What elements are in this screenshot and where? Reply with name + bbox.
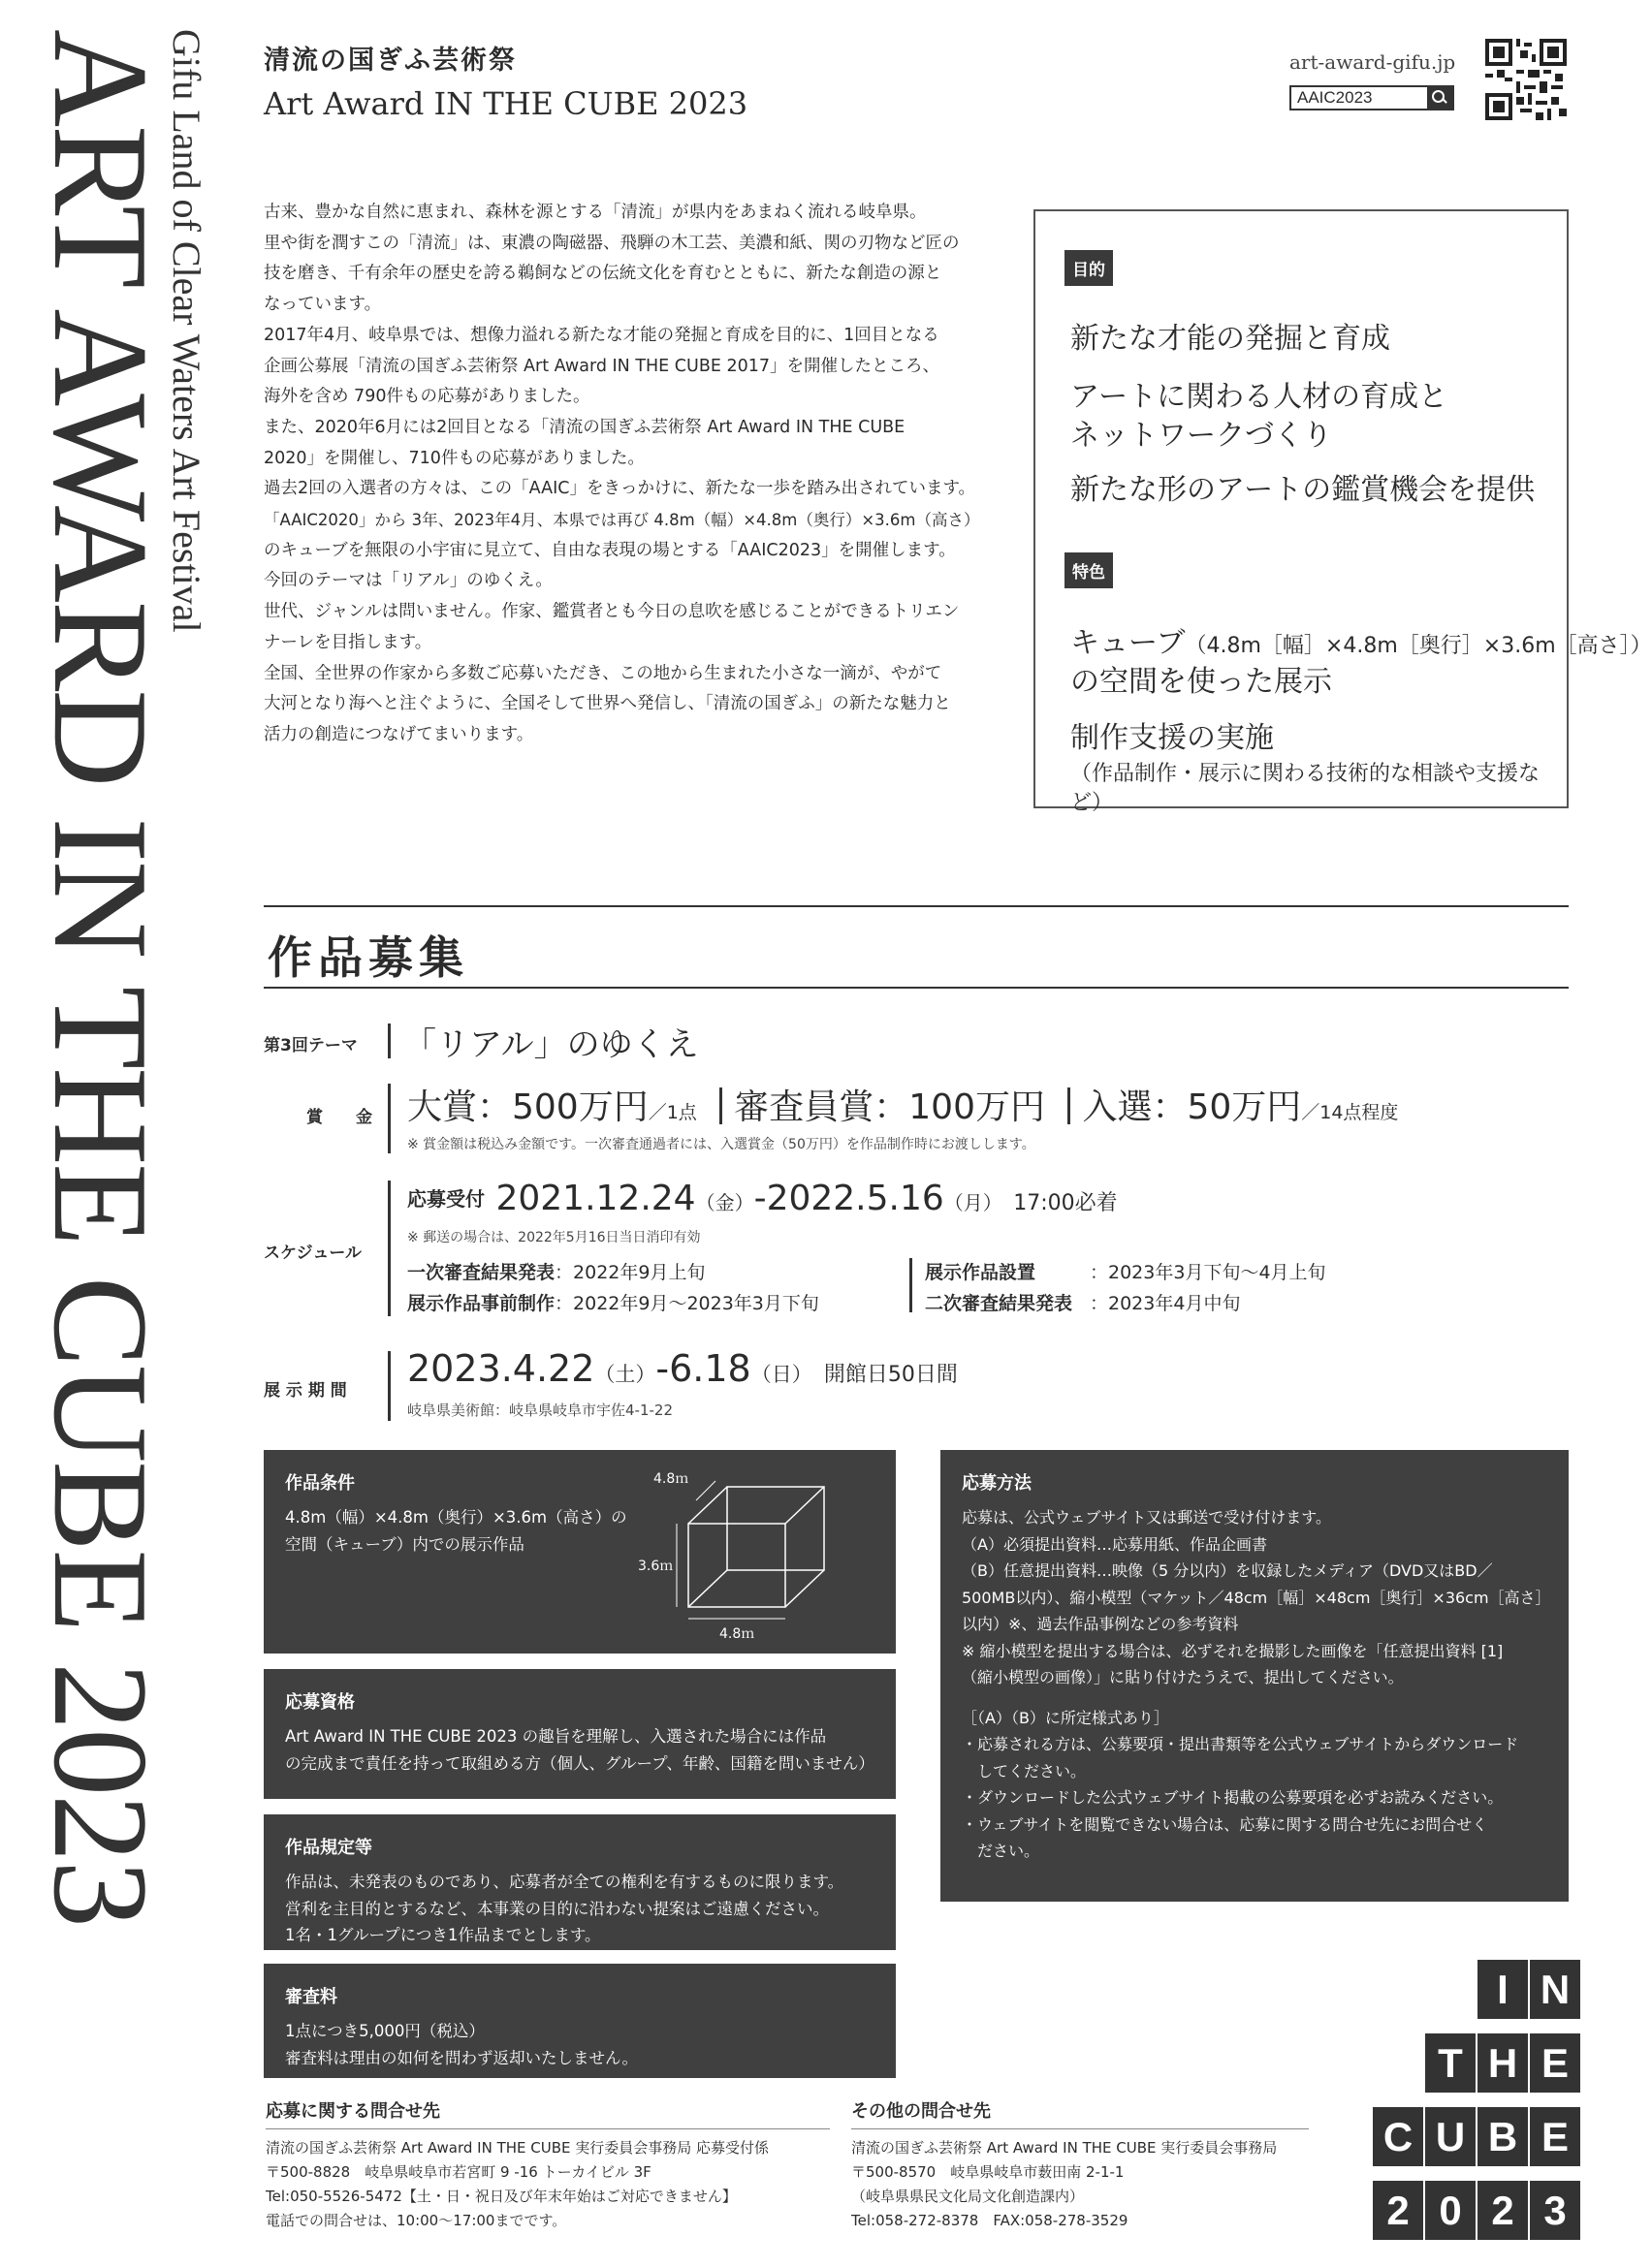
mail-note: ※ 郵送の場合は、2022年5月16日当日消印有効 (407, 1230, 701, 1245)
schedule-row (925, 1258, 1326, 1284)
method-line: ・ダウンロードした公式ウェブサイト掲載の公募要項を必ずお読みください。 (962, 1788, 1504, 1807)
schedule-row (407, 1289, 819, 1315)
theme-value: 「リアル」のゆくえ (403, 1025, 699, 1064)
entry-deadline: 17:00必着 (1013, 1191, 1118, 1215)
exhibit-venue: 岐阜県美術館：岐阜県岐阜市宇佐4-1-22 (407, 1402, 674, 1419)
prize-line (407, 1080, 1398, 1129)
logo-letter: 0 (1425, 2181, 1476, 2240)
prize-label: 賞 金 (306, 1108, 372, 1127)
contact2-phone[interactable]: Tel:058-272-8378 FAX:058-278-3529 (851, 2212, 1128, 2229)
feature-tag: 特色 (1064, 552, 1113, 588)
logo-letter: E (1530, 2107, 1580, 2166)
dim-side-label: 3.6ｍ (638, 1559, 674, 1574)
rules-title: 作品規定等 (285, 1838, 372, 1858)
fee-line: 1点につき5,000円（税込） (285, 2022, 485, 2040)
logo-letter: 3 (1530, 2181, 1580, 2240)
contact2-line: （岐阜県県民文化局文化創造課内） (851, 2188, 1085, 2205)
eligibility-line: の完成まで責任を持って取組める方（個人、グループ、年齢、国籍を問いません） (285, 1753, 874, 1773)
eligibility-title: 応募資格 (285, 1692, 355, 1713)
conditions-line: 4.8m（幅）×4.8m（奥行）×3.6m（高さ）の (285, 1508, 627, 1527)
logo-letter: H (1477, 2033, 1528, 2093)
logo-letter: U (1425, 2107, 1476, 2166)
contact2-body (851, 2136, 1277, 2233)
exhibit-to: -6.18 (655, 1347, 751, 1390)
intro-line: 2017年4月、岐阜県では、想像力溢れる新たな才能の発掘と育成を目的に、1回目となる (264, 325, 939, 345)
rules-body (285, 1869, 874, 1949)
method-line: （B）任意提出資料…映像（5 分以内）を収録したメディア（DVD又はBD／ (962, 1561, 1493, 1580)
logo-letter: N (1530, 1960, 1580, 2019)
grand-prize-unit: ／1点 (648, 1102, 697, 1123)
logo-letter: E (1530, 2033, 1580, 2093)
schedule-value: ：2022年9月～2023年3月下旬 (555, 1293, 819, 1314)
schedule-label: スケジュール (264, 1244, 362, 1263)
contact1-line: 清流の国ぎふ芸術祭 Art Award IN THE CUBE 実行委員会事務局 応募受付係 (266, 2139, 770, 2157)
exhibit-from-day: （土） (594, 1363, 656, 1386)
feature-item: の空間を使った展示 (1070, 665, 1332, 699)
exhibit-period (407, 1347, 958, 1390)
contact1-line: 電話での問合せは、10:00～17:00までです。 (266, 2212, 567, 2229)
intro-line: 企画公募展「清流の国ぎふ芸術祭 Art Award IN THE CUBE 2017」を開催したところ、 (264, 356, 939, 376)
contact1-title: 応募に関する問合せ先 (266, 2101, 440, 2122)
contact2-line: 〒500-8570 岐阜県岐阜市薮田南 2-1-1 (851, 2163, 1125, 2181)
vertical-subtitle: Gifu Land of Clear Waters Art Festival (165, 29, 208, 633)
rules-line: 1名・1グループにつき1作品までとします。 (285, 1926, 601, 1944)
eligibility-line: Art Award IN THE CUBE 2023 の趣旨を理解し、入選された場合には作品 (285, 1727, 827, 1746)
theme-label: 第3回テーマ (264, 1036, 358, 1055)
feature-text: キューブ (1070, 626, 1186, 660)
intro-line: 世代、ジャンルは問いません。作家、鑑賞者とも今日の息吹を感じることができるトリエン (264, 602, 960, 622)
contact1-line: 〒500-8828 岐阜県岐阜市若宮町 9 -16 トーカイビル 3F (266, 2163, 651, 2181)
entry-label: 応募受付 (407, 1187, 485, 1211)
intro-line: 活力の創造につなげてまいります。 (264, 724, 534, 744)
logo-letter: C (1373, 2107, 1423, 2166)
site-url[interactable]: art-award-gifu.jp (1289, 50, 1456, 74)
contact1-rule (266, 2128, 830, 2129)
purpose-item: 新たな才能の発掘と育成 (1070, 322, 1390, 356)
vertical-main-title: ART AWARD IN THE CUBE 2023 (25, 29, 175, 1927)
intro-line: 古来、豊かな自然に恵まれ、森林を源とする「清流」が県内をあまねく流れる岐阜県。 (264, 203, 927, 222)
intro-line: ナーレを目指します。 (264, 632, 432, 652)
fee-box (264, 1964, 896, 2078)
fee-body (285, 2018, 874, 2071)
logo-letter: T (1425, 2033, 1476, 2093)
schedule-key: 展示作品設置 (925, 1262, 1036, 1283)
intro-line: 全国、全世界の作家から多数ご応募いただき、この地から生まれた小さな一滴が、やがて (264, 663, 942, 683)
intro-line: 今回のテーマは「リアル」のゆくえ。 (264, 571, 553, 591)
intro-line: のキューブを無限の小宇宙に見立て、自由な表現の場とする「AAIC2023」を開催します。 (264, 540, 956, 560)
method-title: 応募方法 (962, 1473, 1032, 1494)
feature-item: 制作支援の実施 (1070, 721, 1274, 755)
logo-letter: B (1477, 2107, 1528, 2166)
method-box (940, 1450, 1569, 1902)
divider (388, 1024, 391, 1058)
dim-top-label: 4.8ｍ (653, 1471, 689, 1487)
method-line: （A）必須提出資料…応募用紙、作品企画書 (962, 1534, 1267, 1554)
logo-letter: 2 (1477, 2181, 1528, 2240)
fee-title: 審査料 (285, 1987, 337, 2007)
method-body (962, 1504, 1551, 1865)
intro-line: 海外を含め 790件もの応募がありました。 (264, 387, 590, 407)
exhibit-from: 2023.4.22 (407, 1347, 595, 1390)
selected-prize: 入選：50万円 (1082, 1087, 1302, 1127)
grand-prize: 大賞：500万円 (407, 1087, 649, 1127)
contact2-line: 清流の国ぎふ芸術祭 Art Award IN THE CUBE 実行委員会事務局 (851, 2139, 1278, 2157)
jury-prize: 審査員賞：100万円 (734, 1087, 1045, 1127)
purpose-item: ネットワークづくり (1070, 419, 1332, 453)
method-line: ・応募される方は、公募要項・提出書類等を公式ウェブサイトからダウンロード (962, 1735, 1519, 1753)
section-rule-bottom (264, 987, 1569, 989)
method-line: ［（A）（B）に所定様式あり］ (962, 1708, 1169, 1727)
schedule-row (407, 1258, 705, 1284)
schedule-value: ：2023年4月中旬 (1090, 1293, 1241, 1314)
conditions-title: 作品条件 (285, 1473, 355, 1494)
method-line: （縮小模型の画像）」に貼り付けたうえで、提出してください。 (962, 1668, 1404, 1686)
feature-sub: （作品制作・展示に関わる技術的な相談や支援など） (1070, 762, 1541, 815)
feature-dims: （4.8m［幅］×4.8m［奥行］×3.6m［高さ］） (1185, 634, 1652, 658)
method-line: 500MB以内）、縮小模型（マケット／48cm［幅］×48cm［奥行］×36cm［高さ］ (962, 1588, 1551, 1607)
prize-note: ※ 賞金額は税込み金額です。一次審査通過者には、入選賞金（50万円）を作品制作時にお渡しします。 (407, 1137, 1035, 1152)
eligibility-body (285, 1723, 874, 1777)
intro-line: 技を磨き、千有余年の歴史を誇る鵜飼などの伝統文化を育むとともに、新たな創造の源と (264, 264, 942, 284)
divider (909, 1258, 912, 1312)
rules-box (264, 1814, 896, 1950)
method-line: ※ 縮小模型を提出する場合は、必ずそれを撮影した画像を「任意提出資料 [1] (962, 1641, 1504, 1660)
dim-bottom-label: 4.8ｍ (719, 1626, 755, 1642)
contact2-rule (851, 2128, 1309, 2129)
divider (388, 1084, 391, 1153)
method-line: してください。 (962, 1761, 1087, 1780)
intro-line: 里や街を潤すこの「清流」は、東濃の陶磁器、飛騨の木工芸、美濃和紙、関の刃物など匠の (264, 233, 960, 253)
intro-line: また、2020年6月には2回目となる「清流の国ぎふ芸術祭 Art Award IN THE CUBE (264, 417, 905, 437)
feature-item (1070, 624, 1652, 666)
purpose-item: アートに関わる人材の育成と (1070, 380, 1448, 414)
selected-prize-unit: ／14点程度 (1301, 1102, 1399, 1123)
schedule-key: 二次審査結果発表 (925, 1293, 1073, 1314)
schedule-key: 一次審査結果発表 (407, 1262, 556, 1283)
entry-to: -2022.5.16 (753, 1179, 944, 1218)
header-en-title: Art Award IN THE CUBE 2023 (264, 85, 748, 122)
schedule-key: 展示作品事前制作 (407, 1293, 556, 1314)
intro-line: なっています。 (264, 295, 382, 315)
search-value: AAIC2023 (1297, 88, 1373, 107)
method-line: ・ウェブサイトを閲覧できない場合は、応募に関する問合せ先にお問合せく (962, 1814, 1488, 1834)
schedule-value: ：2022年9月上旬 (555, 1262, 706, 1283)
rules-line: 営利を主目的とするなど、本事業の目的に沿わない提案はご遠慮ください。 (285, 1899, 829, 1918)
eligibility-box (264, 1669, 896, 1799)
schedule-value: ：2023年3月下旬～4月上旬 (1090, 1262, 1326, 1283)
purpose-box (1033, 209, 1652, 815)
search-box[interactable] (1289, 85, 1454, 110)
method-line: ださい。 (962, 1842, 1040, 1860)
logo-letter: 2 (1373, 2181, 1423, 2240)
exhibit-label: 展 示 期 間 (264, 1381, 347, 1401)
intro-line: 過去2回の入選者の方々は、この「AAIC」をきっかけに、新たな一歩を踏み出されています。 (264, 479, 976, 499)
purpose-tag: 目的 (1064, 250, 1113, 286)
in-the-cube-logo (1377, 1960, 1578, 2241)
section-rule-top (264, 905, 1569, 907)
cube-diagram-icon (638, 1462, 874, 1646)
conditions-box (264, 1450, 896, 1654)
search-icon[interactable] (1427, 87, 1452, 109)
intro-line: 「AAIC2020」から 3年、2023年4月、本県では再び 4.8m（幅）×4.8m（奥行）×3.6m（高さ） (264, 511, 980, 530)
entry-period (407, 1179, 1118, 1218)
contact2-title: その他の問合せ先 (851, 2101, 991, 2122)
method-line: 以内）※、過去作品事例などの参考資料 (962, 1615, 1239, 1633)
exhibit-days: 開館日50日間 (823, 1363, 958, 1387)
fee-line: 審査料は理由の如何を問わず返却いたしません。 (285, 2048, 638, 2067)
purpose-item: 新たな形のアートの鑑賞機会を提供 (1070, 473, 1536, 507)
intro-line: 大河となり海へと注ぐように、全国そして世界へ発信し、「清流の国ぎふ」の新たな魅力と (264, 694, 951, 714)
header-jp-title: 清流の国ぎふ芸術祭 (264, 46, 517, 76)
contact1-phone[interactable]: Tel:050-5526-5472【土・日・祝日及び年末年始はご対応できません】 (266, 2188, 737, 2205)
divider (388, 1181, 391, 1316)
schedule-row (925, 1289, 1240, 1315)
rules-line: 作品は、未発表のものであり、応募者が全ての権利を有するものに限ります。 (285, 1873, 844, 1891)
conditions-line: 空間（キューブ）内での展示作品 (285, 1534, 524, 1554)
method-line: 応募は、公式ウェブサイト又は郵送で受け付けます。 (962, 1508, 1331, 1527)
entry-from-day: （金） (695, 1191, 754, 1214)
divider (388, 1351, 391, 1421)
entry-from: 2021.12.24 (495, 1179, 696, 1218)
intro-line: 2020」を開催し、710件もの応募がありました。 (264, 448, 645, 468)
contact1-body (266, 2136, 769, 2233)
intro-paragraph (264, 198, 1001, 751)
exhibit-to-day: （日） (750, 1363, 812, 1386)
logo-letter: I (1477, 1960, 1528, 2019)
qr-code-icon[interactable] (1485, 39, 1567, 120)
section-title: 作品募集 (268, 931, 469, 984)
entry-to-day: （月） (943, 1191, 1002, 1214)
